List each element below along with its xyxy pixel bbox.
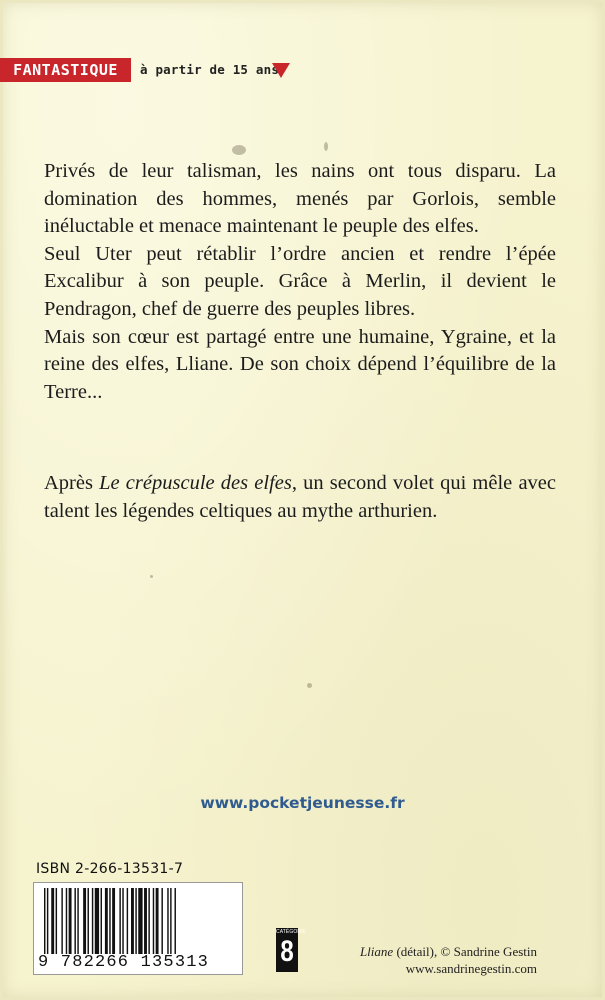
barcode-bar xyxy=(112,888,115,954)
illustration-credit xyxy=(360,943,537,977)
barcode-bar xyxy=(88,888,89,954)
credit-text: (détail), © Sandrine Gestin xyxy=(393,944,537,959)
barcode-bar xyxy=(156,888,159,954)
barcode-bar xyxy=(138,888,142,954)
synopsis-paragraph-2: Seul Uter peut rétablir l’ordre ancien et rendre l’épée Excalibur à son peuple. Grâce à Merlin, il devient le Pendragon, chef de guerre des peuples libres. xyxy=(44,242,556,320)
illustration-title: Lliane xyxy=(359,944,394,959)
synopsis-paragraph-3: Mais son cœur est partagé entre une humaine, Ygraine, et la reine des elfes, Lliane. De son choix dépend l’équilibre de la Terre... xyxy=(44,325,556,403)
barcode-bar xyxy=(135,888,136,954)
barcode-digits: 9 782266 135313 xyxy=(38,953,210,972)
publisher-website[interactable]: www.pocketjeunesse.fr xyxy=(200,794,405,812)
barcode-bar xyxy=(56,888,57,954)
barcode-bar xyxy=(105,888,108,954)
genre-badge: FANTASTIQUE xyxy=(0,58,131,82)
stain xyxy=(324,142,328,151)
stain xyxy=(150,575,153,578)
barcode-bar xyxy=(51,888,54,954)
barcode-bar xyxy=(69,888,72,954)
barcode-bar xyxy=(92,888,93,954)
artist-website[interactable]: www.sandrinegestin.com xyxy=(405,961,537,976)
barcode-bar xyxy=(61,888,62,954)
barcode-bar xyxy=(77,888,78,954)
category-number: 8 xyxy=(280,935,294,968)
blurb-paragraph xyxy=(44,470,556,525)
barcode-bar xyxy=(66,888,67,954)
barcode-bar xyxy=(148,888,149,954)
barcode xyxy=(33,882,243,975)
blurb-prefix: Après xyxy=(44,472,100,494)
barcode-bar xyxy=(167,888,168,954)
barcode-bar xyxy=(161,888,162,954)
barcode-bar xyxy=(101,888,102,954)
barcode-bar xyxy=(74,888,75,954)
barcode-bar xyxy=(47,888,48,954)
barcode-bar xyxy=(127,888,128,954)
category-label: CATÉGORIE xyxy=(276,929,306,935)
barcode-bar xyxy=(153,888,154,954)
barcode-bar xyxy=(175,888,176,954)
synopsis-paragraph-1: Privés de leur talisman, les nains ont tous disparu. La domination des hommes, menés par Gorlois, semble inéluctable et menace maintenant le peuple des elfes. xyxy=(44,160,556,238)
barcode-bar xyxy=(44,888,45,954)
blurb xyxy=(44,470,556,525)
barcode-bar xyxy=(95,888,99,954)
barcode-bar xyxy=(122,888,123,954)
red-triangle-icon xyxy=(272,63,290,78)
barcode-bars xyxy=(40,888,238,954)
category-badge xyxy=(276,928,306,972)
barcode-bar xyxy=(83,888,86,954)
isbn-label: ISBN 2-266-13531-7 xyxy=(36,861,184,877)
previous-book-title: Le crépuscule des elfes xyxy=(99,472,292,494)
barcode-bar xyxy=(109,888,110,954)
synopsis xyxy=(44,158,556,406)
barcode-bar xyxy=(170,888,171,954)
age-range-label: à partir de 15 ans xyxy=(140,62,280,77)
barcode-bar xyxy=(131,888,134,954)
barcode-bar xyxy=(119,888,120,954)
stain xyxy=(307,683,312,688)
barcode-bar xyxy=(144,888,147,954)
credit-line xyxy=(360,943,537,960)
stain xyxy=(232,145,246,155)
blurb-suffix: , un second volet qui mêle avec talent les légendes celtiques au mythe arthurien. xyxy=(44,472,556,522)
